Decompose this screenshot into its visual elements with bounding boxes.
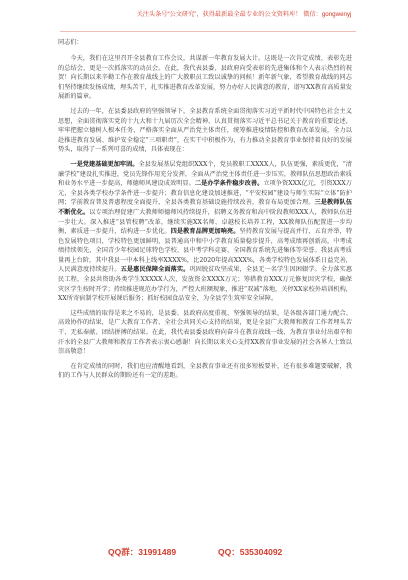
paragraph [58, 160, 352, 304]
footer [0, 544, 408, 574]
paragraph-text: 过去的一年，在县委县政府的坚强领导下，全县教育系统全面贯彻落实习近平新时代中国特色社会主义思想，全面贯彻落实党的十九大和十九届历次全会精神，认真贯彻落实习近平总书记关于教育的重要论述，牢牢把握立德树人根本任务，严格落实全面从严治党主体责任，统筹推进疫情防控和教育改革发展，全力以赴推进教育发展、维护安全稳定“三项职责”，在实干中积极作为，有力推动全县教育事业保持着良好的发展势头，取得了一系列可喜的成绩，具体表现在： [58, 107, 352, 154]
banner-text-line1: 关注头条号“公文研究”，获得最新最全最专业的公文资料库！ 微信：gongwenyj [136, 11, 352, 18]
paragraph-heading: 五是惠民保障全面落实。 [120, 266, 190, 274]
paragraph-text: 这些成绩的取得是来之不易的，是县委、县政府高度重视、坚强领导的结果，是各级各部门通力配合、高效协作的结果，是广大教育工作者、全社会共同关心支持的结果，更是全县广大教师和教育工作者埋头苦干、无私奉献、团结拼搏的结果。在此，我代表县委县政府向奋斗在教育战线一线、为教育事业付出艰辛和汗水的全县广大教师和教育工作者表示衷心感谢！向长期以来关心支持XX教育事业发展的社会各界人士致以崇高敬意！ [58, 309, 352, 356]
paragraph-heading: 三是教师队伍不断优化。 [58, 199, 353, 216]
paragraph-heading: 二是办学条件稳步改善。 [194, 180, 264, 188]
paragraph-text: 以专项治理促建广大教师师德师风持续提升，招聘义务教育和高中阶段教师XXX人，教师队伍进一步壮大。深入推进“县管校聘”改革，继续实施XX名师、卓越校长培养工程，XX教师队伍配置进一步均衡，素质进一步提升，结构进一步优化。 [58, 208, 352, 236]
paragraph-text: 坚持教育发展与提高并行，五育并举，特色发展特色项目，学校特色更加鲜明，县普通高中和中小学教育质量稳步提升，高考成绩再创新高，中考成绩持续领先，全国青少年校园足球特色学校、县中考学科竞赛、全国教育系统先进集体等荣誉。我县高考质量再上台阶，其中我县一中本科上线率XXXX%，比2020年提高XXX%，各类学校特色发展体系日益完善，人民满意度持续提升。 [58, 228, 353, 274]
salutation: 同志们： [58, 39, 83, 46]
footer-qq: QQ：535304092 [218, 547, 283, 557]
paragraph-heading: 一是党建基础更加牢固。 [70, 160, 139, 168]
paragraph [58, 54, 352, 102]
paragraph-text: 全县发展基层党组织XXX个，党员教职工XXXX人，队伍更强，素质更优，“清廉学校”建设扎实推进，党员先锋作用充分发挥，全面从严治党主体责任进一步压实，教师队伍思想政治素质和业务水平进一步提高，师德师风建设成效明显。 [58, 160, 352, 188]
header-banner [0, 10, 408, 36]
paragraph-text: 立项争资XXX亿元，引资XXX万元，全县各类学校办学条件进一步提升；教育信息化建设加速推进，“平安校园”建设与师生实际“立体”防护网；学前教育普及普惠程度全面提升，全县各类教育基础设施持续改善，教育布局更加合理。 [58, 180, 352, 207]
footer-qq-group: QQ群：31991489 [108, 547, 177, 557]
document-body [58, 38, 352, 386]
paragraph [58, 309, 352, 357]
paragraph-heading: 四是教育品牌更加响亮。 [170, 228, 240, 236]
paragraph-text: 在肯定成绩的同时，我们也应清醒地看到，全县教育事业还有很多短板要补，还有很多难题要破解，我们的工作与人民群众的期盼还有一定的差距。 [58, 362, 352, 380]
banner-divider [60, 31, 356, 32]
paragraph [58, 107, 352, 155]
paragraph [58, 362, 352, 381]
paragraph-text: 今天，我们在这里召开全县教育工作会议，共谋新一年教育发展大计。这既是一次肯定成绩、表彰先进的总结会，更是一次抓落实的动员会。在此，我代表县委、县政府向受表彰的先进集体和个人表示热烈的祝贺！向长期以来辛勤工作在教育战线上的广大教职员工致以诚挚的问候！新年新气象，希望教育战线的同志们坚持继续发扬成绩，埋头苦干，扎实推进教育改革发展，努力办好人民满意的教育，谱写XX教育高质量发展新的篇章。 [58, 55, 352, 101]
paragraph-text: 巩固脱贫攻坚成果，全县无一名学生因困辍学。全力落实惠民工程，全县共资助各类学生XXXXX人次，发放资金XXXX万元；筹措教育XXX万元修复因灾学校，确保灾区学生按时开学；持续推进规范办学行为，严控大班额现象，推进“双减”落地，关停XX家校外培训机构，XX所寄宿制学校开展课后服务；抓好校园食品安全，为全县学生筑牢安全屏障。 [58, 266, 353, 303]
paragraph-list [58, 54, 352, 381]
